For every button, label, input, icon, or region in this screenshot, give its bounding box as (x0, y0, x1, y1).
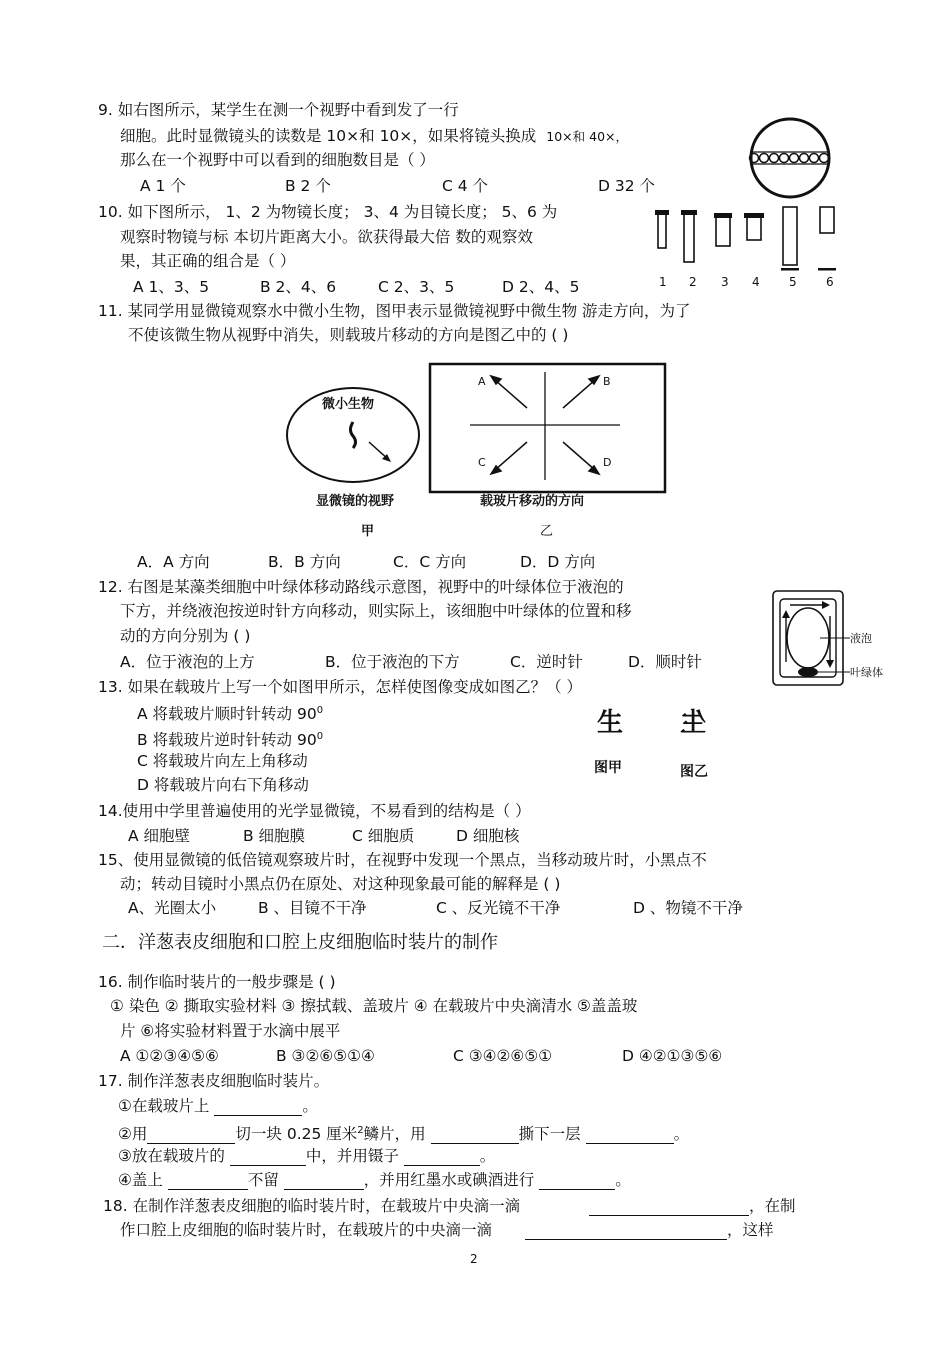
q10-line3: 果，其正确的组合是（ ） (120, 252, 296, 270)
section-2-heading: 二．洋葱表皮细胞和口腔上皮细胞临时装片的制作 (102, 932, 498, 953)
q17-blank-3[interactable] (431, 1127, 519, 1144)
q11-line1: 11. 某同学用显微镜观察水中微小生物，图甲表示显微镜视野中微生物 游走方向，为了 (98, 302, 691, 320)
q13-opt-b (137, 727, 323, 750)
q9-opt-a: A 1 个 (140, 177, 186, 195)
q17-blank-4[interactable] (586, 1127, 674, 1144)
q10-opt-d: D 2、4、5 (502, 278, 580, 296)
q10-line1: 10. 如下图所示， 1、2 为物镜长度； 3、4 为目镜长度； 5、6 为 (98, 203, 558, 221)
q18-blank-1[interactable] (589, 1199, 749, 1216)
q9-line3: 那么在一个视野中可以看到的细胞数目是（ ） (120, 151, 435, 169)
q11-letter-d: D (603, 456, 612, 469)
q11-letter-b: B (603, 375, 611, 388)
q13-yi-label: 图乙 (680, 764, 708, 780)
q11-jia-label: 甲 (361, 524, 375, 539)
q18-line1-end: ，在制 (749, 1197, 796, 1215)
q13-line1: 13. 如果在载玻片上写一个如图甲所示，怎样使图像变成如图乙？（ ） (98, 678, 583, 696)
q17-step2-text-b: 切一块 0.25 厘米 (235, 1125, 358, 1144)
q13-opt-b-text: B 将载玻片逆时针转动 90 (137, 731, 317, 750)
q9-line2-lens: 10×和 40×， (546, 129, 629, 144)
q18-line1 (103, 1196, 796, 1216)
q10-fig-label-2: 2 (689, 275, 697, 289)
q17-step2-sup: 2 (357, 1125, 364, 1136)
q15-opt-b: B 、目镜不干净 (258, 899, 367, 917)
q17-step4-end: 。 (615, 1171, 631, 1189)
q18-blank-2[interactable] (525, 1223, 727, 1240)
q17-step3-end: 。 (479, 1147, 496, 1165)
page-number: 2 (470, 1252, 478, 1266)
q12-line1: 12. 右图是某藻类细胞中叶绿体移动路线示意图，视野中的叶绿体位于液泡的 (98, 578, 624, 596)
q10-line2: 观察时物镜与标 本切片距离大小。欲获得最大倍 数的观察效 (120, 228, 533, 246)
q15-opt-a: A、光圈太小 (128, 899, 217, 917)
q9-line2 (120, 126, 628, 147)
q13-opt-b-sup: 0 (316, 731, 324, 742)
q17-step2-text-d: 撕下一层 (518, 1125, 581, 1144)
q14-opt-b: B 细胞膜 (243, 827, 306, 845)
q17-step2 (118, 1121, 689, 1144)
q12-line3: 动的方向分别为 ( ) (120, 627, 251, 645)
q15-opt-d: D 、物镜不干净 (633, 899, 743, 917)
q17-step4-text-a: ④盖上 (118, 1171, 163, 1189)
q13-opt-a-text: A 将载玻片顺时针转动 90 (137, 705, 317, 724)
q14-opt-a: A 细胞壁 (128, 827, 191, 845)
q11-opt-d: D．D 方向 (520, 553, 596, 571)
q13-opt-d: D 将载玻片向右下角移动 (137, 776, 309, 794)
q17-step1-end: 。 (302, 1097, 318, 1115)
q10-fig-label-1: 1 (659, 275, 667, 289)
q16-line3: 片 ⑥将实验材料置于水滴中展平 (120, 1022, 341, 1040)
q11-right-caption: 载玻片移动的方向 (480, 494, 585, 509)
q17-blank-9[interactable] (539, 1173, 615, 1190)
q12-opt-c: C．逆时针 (510, 653, 583, 671)
q12-line2: 下方，并绕液泡按逆时针方向移动，则实际上，该细胞中叶绿体的位置和移 (120, 602, 632, 620)
q17-blank-8[interactable] (284, 1173, 364, 1190)
q17-step3 (118, 1146, 495, 1166)
q13-opt-a (137, 701, 323, 724)
q13-char-yi: 生 (680, 708, 707, 738)
q17-step2-text-c: 鳞片，用 (363, 1125, 426, 1144)
q14-line1: 14.使用中学里普遍使用的光学显微镜，不易看到的结构是（ ） (98, 802, 531, 820)
q9-opt-c: C 4 个 (442, 177, 489, 195)
q17-blank-1[interactable] (214, 1099, 302, 1116)
q17-line1: 17. 制作洋葱表皮细胞临时装片。 (98, 1072, 330, 1090)
q17-blank-2[interactable] (147, 1127, 235, 1144)
q12-opt-a: A．位于液泡的上方 (120, 653, 255, 671)
q17-blank-6[interactable] (404, 1149, 480, 1166)
q17-step1-text: ①在载玻片上 (118, 1097, 210, 1115)
q18-line2 (120, 1220, 773, 1240)
q10-lens-figure (648, 204, 848, 294)
q9-opt-d: D 32 个 (598, 177, 656, 195)
q17-blank-5[interactable] (230, 1149, 306, 1166)
q10-fig-label-5: 5 (789, 275, 797, 289)
q11-line2: 不使该微生物从视野中消失，则载玻片移动的方向是图乙中的 ( ) (128, 326, 569, 344)
q17-step4-text-b: 不留 (247, 1171, 279, 1189)
q15-line2: 动；转动目镜时小黑点仍在原处、对这种现象最可能的解释是 ( ) (120, 875, 561, 893)
q13-char-jia: 生 (597, 708, 624, 738)
q10-opt-a: A 1、3、5 (133, 278, 210, 296)
q17-step2-text-a: ②用 (118, 1125, 148, 1144)
q12-vacuole-label: 液泡 (850, 632, 872, 645)
q9-line2-text: 细胞。此时显微镜头的读数是 10×和 10×，如果将镜头换成 (120, 127, 537, 145)
q15-opt-c: C 、反光镜不干净 (436, 899, 561, 917)
q14-opt-d: D 细胞核 (456, 827, 520, 845)
q17-step4-text-c: ，并用红墨水或碘酒进行 (363, 1171, 535, 1189)
q10-opt-c: C 2、3、5 (378, 278, 455, 296)
q10-opt-b: B 2、4、6 (260, 278, 337, 296)
q17-blank-7[interactable] (168, 1173, 248, 1190)
q13-jia-label: 图甲 (594, 760, 622, 776)
q13-opt-a-sup: 0 (316, 705, 324, 716)
q12-cell-figure (770, 588, 850, 688)
q15-line1: 15、使用显微镜的低倍镜观察玻片时，在视野中发现一个黑点，当移动玻片时，小黑点不 (98, 851, 707, 869)
q12-opt-d: D．顺时针 (628, 653, 702, 671)
q18-line2-end: ，这样 (726, 1221, 774, 1239)
q12-chloroplast-label: 叶绿体 (850, 666, 883, 679)
q18-line2-text: 作口腔上皮细胞的临时装片时，在载玻片的中央滴一滴 (120, 1221, 493, 1239)
q17-step4 (118, 1170, 631, 1190)
q10-fig-label-4: 4 (752, 275, 760, 289)
q18-line1-text: 18. 在制作洋葱表皮细胞的临时装片时，在载玻片中央滴一滴 (103, 1197, 521, 1215)
q11-opt-b: B．B 方向 (268, 553, 341, 571)
q16-line1: 16. 制作临时装片的一般步骤是 ( ) (98, 973, 336, 991)
q16-opt-b: B ③②⑥⑤①④ (276, 1047, 375, 1065)
q16-opt-d: D ④②①③⑤⑥ (622, 1047, 723, 1065)
q14-opt-c: C 细胞质 (352, 827, 415, 845)
q17-step1 (118, 1096, 318, 1116)
q16-opt-c: C ③④②⑥⑤① (453, 1047, 553, 1065)
q9-line1: 9. 如右图所示，某学生在测一个视野中看到发了一行 (98, 101, 459, 119)
q11-letter-c: C (478, 456, 486, 469)
q17-step2-end: 。 (673, 1125, 690, 1144)
q10-fig-label-6: 6 (826, 275, 834, 289)
q11-letter-a: A (478, 375, 486, 388)
q17-step3-text-b: 中，并用镊子 (305, 1147, 399, 1165)
q11-opt-a: A．A 方向 (137, 553, 210, 571)
q17-step3-text-a: ③放在载玻片的 (118, 1147, 225, 1165)
q11-yi-label: 乙 (540, 524, 554, 539)
q11-organism-label: 微小生物 (322, 397, 375, 412)
q12-opt-b: B．位于液泡的下方 (325, 653, 460, 671)
q16-line2: ① 染色 ② 撕取实验材料 ③ 擦拭载、盖玻片 ④ 在载玻片中央滴清水 ⑤盖盖玻 (110, 997, 638, 1015)
q13-opt-c: C 将载玻片向左上角移动 (137, 752, 308, 770)
q9-opt-b: B 2 个 (285, 177, 331, 195)
q9-cell-row-figure (740, 117, 840, 199)
q11-left-caption: 显微镜的视野 (316, 494, 395, 509)
q16-opt-a: A ①②③④⑤⑥ (120, 1047, 219, 1065)
q10-fig-label-3: 3 (721, 275, 729, 289)
q11-opt-c: C．C 方向 (393, 553, 467, 571)
